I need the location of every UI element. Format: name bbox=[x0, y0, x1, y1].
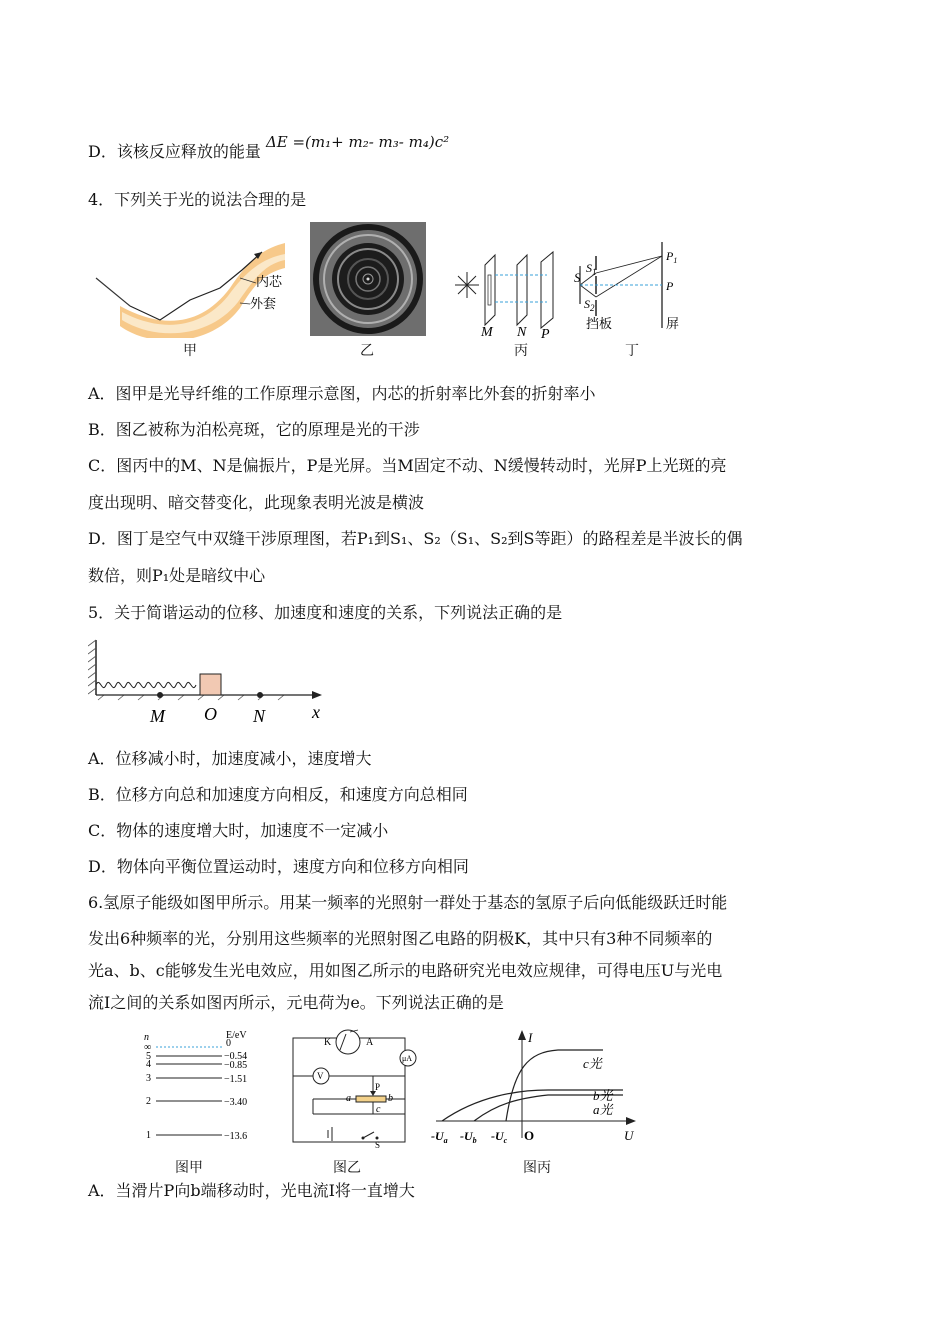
label-P: P bbox=[541, 327, 550, 340]
level-E-inf: 0 bbox=[226, 1038, 231, 1049]
circuit-a: a bbox=[346, 1093, 351, 1104]
level-n-inf: ∞ bbox=[144, 1042, 152, 1053]
level-E-2: −3.40 bbox=[224, 1097, 248, 1108]
label-P1: $P_1$ bbox=[666, 249, 678, 265]
q5-option-b: B．位移方向总和加速度方向相反，和速度方向总相同 bbox=[88, 785, 468, 804]
graph-c-light: c光 bbox=[583, 1056, 602, 1071]
graph-neg-Ub: $-U_b$ bbox=[460, 1129, 477, 1145]
q3-option-d bbox=[88, 133, 450, 162]
q5-option-d: D．物体向平衡位置运动时，速度方向和位移方向相同 bbox=[88, 857, 469, 876]
graph-b-light: b光 bbox=[593, 1088, 613, 1103]
label-O-point: O bbox=[204, 704, 217, 724]
caption-tuyi: 图乙 bbox=[333, 1160, 361, 1176]
label-waitao: 外套 bbox=[250, 296, 277, 311]
label-S2: $S_2$ bbox=[584, 297, 595, 313]
caption-yi: 乙 bbox=[360, 343, 374, 359]
label-S1: $S_1$ bbox=[586, 261, 597, 277]
circuit-S: S bbox=[375, 1140, 381, 1150]
graph-neg-Uc: $-U_c$ bbox=[491, 1129, 508, 1145]
figure-polarizers bbox=[455, 240, 565, 340]
level-n-2: 2 bbox=[146, 1096, 151, 1107]
label-M-point: M bbox=[150, 706, 165, 726]
label-N-point: N bbox=[253, 706, 266, 726]
caption-jia: 甲 bbox=[183, 343, 197, 359]
level-E-1: −13.6 bbox=[224, 1131, 248, 1142]
q4-option-a: A．图甲是光导纤维的工作原理示意图，内芯的折射率比外套的折射率小 bbox=[88, 384, 596, 403]
figure-iu-graph bbox=[428, 1028, 643, 1150]
q4-option-c-line2: 度出现明、暗交替变化，此现象表明光波是横波 bbox=[88, 493, 425, 512]
label-x-axis: x bbox=[312, 702, 320, 722]
caption-bing: 丙 bbox=[514, 343, 528, 359]
level-E-3: −1.51 bbox=[224, 1074, 248, 1085]
figure-double-slit bbox=[570, 236, 690, 336]
label-P-screen: P bbox=[666, 279, 674, 293]
q4-option-d-line1: D．图丁是空气中双缝干涉原理图，若P₁到S₁、S₂（S₁、S₂到S等距）的路程差是半波长的偶 bbox=[88, 529, 743, 548]
figure-circuit bbox=[288, 1028, 423, 1150]
level-n-4: 4 bbox=[146, 1059, 151, 1070]
graph-origin: O bbox=[524, 1128, 535, 1143]
graph-I-axis: I bbox=[528, 1030, 533, 1045]
graph-a-light: a光 bbox=[593, 1102, 613, 1117]
level-n-5: 5 bbox=[146, 1051, 151, 1062]
label-neixin: 内芯 bbox=[256, 274, 283, 289]
q6-option-a: A．当滑片P向b端移动时，光电流I将一直增大 bbox=[88, 1181, 415, 1200]
circuit-K: K bbox=[324, 1037, 332, 1048]
q4-option-b: B．图乙被称为泊松亮斑，它的原理是光的干涉 bbox=[88, 420, 420, 439]
circuit-microammeter: μA bbox=[402, 1054, 413, 1063]
q6-stem-line1: 6.氢原子能级如图甲所示。用某一频率的光照射一群处于基态的氢原子后向低能级跃迁时能 bbox=[88, 893, 728, 912]
graph-U-axis: U bbox=[624, 1128, 634, 1143]
label-dangban: 挡板 bbox=[586, 316, 613, 331]
level-n-1: 1 bbox=[146, 1130, 151, 1141]
energy-formula: ΔE =(m₁+ m₂- m₃- m₄)c² bbox=[265, 133, 450, 151]
circuit-voltmeter: V bbox=[317, 1071, 324, 1081]
q4-stem: 4．下列关于光的说法合理的是 bbox=[88, 190, 307, 209]
label-ping: 屏 bbox=[666, 316, 680, 331]
label-M: M bbox=[481, 325, 493, 340]
level-E-4: −0.85 bbox=[224, 1060, 248, 1071]
figure-optical-fiber bbox=[90, 228, 290, 338]
levels-n-header: n bbox=[144, 1032, 149, 1043]
caption-tujia: 图甲 bbox=[175, 1160, 203, 1176]
q5-option-a: A．位移减小时，加速度减小，速度增大 bbox=[88, 749, 372, 768]
q4-option-c-line1: C．图丙中的M、N是偏振片，P是光屏。当M固定不动、N缓慢转动时，光屏P上光斑的亮 bbox=[88, 456, 727, 475]
q3-option-d-label: D．该核反应释放的能量 bbox=[88, 142, 261, 161]
levels-E-header: E/eV bbox=[226, 1030, 247, 1041]
circuit-b: b bbox=[388, 1093, 393, 1104]
circuit-c: c bbox=[376, 1104, 381, 1115]
graph-neg-Ua: $-U_a$ bbox=[431, 1129, 448, 1145]
figure-energy-levels bbox=[140, 1030, 275, 1148]
q4-option-d-line2: 数倍，则P₁处是暗纹中心 bbox=[88, 566, 266, 585]
q6-stem-line4: 流I之间的关系如图丙所示，元电荷为e。下列说法正确的是 bbox=[88, 993, 504, 1012]
q6-stem-line3: 光a、b、c能够发生光电效应，用如图乙所示的电路研究光电效应规律，可得电压U与光电 bbox=[88, 961, 723, 980]
figure-spring-oscillator bbox=[88, 638, 333, 728]
q6-stem-line2: 发出6种频率的光，分别用这些频率的光照射图乙电路的阴极K，其中只有3种不同频率的 bbox=[88, 929, 713, 948]
q5-option-c: C．物体的速度增大时，加速度不一定减小 bbox=[88, 821, 389, 840]
label-S: S bbox=[574, 270, 581, 285]
level-E-5: −0.54 bbox=[224, 1051, 248, 1062]
caption-tubing: 图丙 bbox=[523, 1160, 551, 1176]
q5-stem: 5．关于简谐运动的位移、加速度和速度的关系，下列说法正确的是 bbox=[88, 603, 563, 622]
caption-ding: 丁 bbox=[625, 343, 639, 359]
circuit-P: P bbox=[375, 1082, 381, 1092]
label-N: N bbox=[517, 325, 527, 340]
circuit-A: A bbox=[366, 1037, 374, 1048]
figure-poisson-spot bbox=[310, 222, 426, 336]
level-n-3: 3 bbox=[146, 1073, 151, 1084]
